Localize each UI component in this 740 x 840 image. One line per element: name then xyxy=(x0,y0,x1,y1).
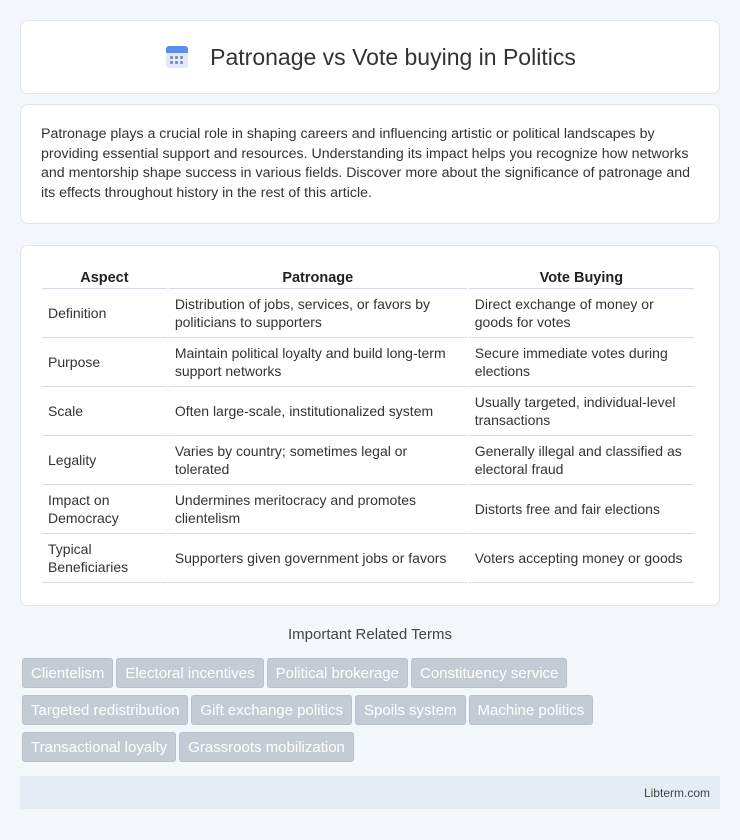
related-term-tag[interactable]: Grassroots mobilization xyxy=(179,732,354,762)
table-row xyxy=(42,436,694,485)
table-cell-vote-buying: Distorts free and fair elections xyxy=(469,485,694,534)
table-cell-aspect: Definition xyxy=(42,289,167,338)
table-cell-patronage: Maintain political loyalty and build long-term support networks xyxy=(169,338,467,387)
related-term-tag[interactable]: Constituency service xyxy=(411,658,567,688)
related-term-tag[interactable]: Electoral incentives xyxy=(116,658,263,688)
table-cell-vote-buying: Usually targeted, individual-level transactions xyxy=(469,387,694,436)
table-header-row xyxy=(42,264,694,289)
related-term-tag[interactable]: Machine politics xyxy=(469,695,594,725)
table-cell-patronage: Varies by country; sometimes legal or tolerated xyxy=(169,436,467,485)
related-term-tag[interactable]: Political brokerage xyxy=(267,658,408,688)
header-patronage: Patronage xyxy=(169,264,467,289)
page-title: Patronage vs Vote buying in Politics xyxy=(210,43,576,70)
table-cell-aspect: Impact on Democracy xyxy=(42,485,167,534)
table-cell-vote-buying: Secure immediate votes during elections xyxy=(469,338,694,387)
table-cell-patronage: Often large-scale, institutionalized system xyxy=(169,387,467,436)
related-term-tag[interactable]: Transactional loyalty xyxy=(22,732,176,762)
related-term-tag[interactable]: Targeted redistribution xyxy=(22,695,188,725)
table-row xyxy=(42,338,694,387)
related-term-tag[interactable]: Clientelism xyxy=(22,658,113,688)
table-row xyxy=(42,534,694,583)
related-term-tag[interactable]: Gift exchange politics xyxy=(191,695,352,725)
table-row xyxy=(42,289,694,338)
table-cell-vote-buying: Direct exchange of money or goods for votes xyxy=(469,289,694,338)
comparison-table-card xyxy=(20,245,720,606)
table-row xyxy=(42,387,694,436)
header-vote-buying: Vote Buying xyxy=(469,264,694,289)
comparison-table xyxy=(40,264,696,583)
table-cell-patronage: Distribution of jobs, services, or favors by politicians to supporters xyxy=(169,289,467,338)
header-card xyxy=(20,20,720,94)
table-cell-aspect: Typical Beneficiaries xyxy=(42,534,167,583)
intro-card xyxy=(20,104,720,224)
related-term-tag[interactable]: Spoils system xyxy=(355,695,466,725)
header-aspect: Aspect xyxy=(42,264,167,289)
table-cell-aspect: Legality xyxy=(42,436,167,485)
table-cell-vote-buying: Voters accepting money or goods xyxy=(469,534,694,583)
footer-site-link[interactable]: Libterm.com xyxy=(643,786,710,800)
table-cell-patronage: Supporters given government jobs or favors xyxy=(169,534,467,583)
related-terms-title: Important Related Terms xyxy=(288,626,452,643)
table-row xyxy=(42,485,694,534)
intro-text: Patronage plays a crucial role in shaping careers and influencing artistic or political landscapes by providing essential support and resources. Understanding its impact helps you recognize how networks and mentorship shape success in various fields. Discover more about the significance of patronage and its effects throughout history in the rest of this article. xyxy=(41,126,691,201)
table-cell-vote-buying: Generally illegal and classified as electoral fraud xyxy=(469,436,694,485)
related-terms-list xyxy=(22,658,722,769)
table-cell-aspect: Purpose xyxy=(42,338,167,387)
table-cell-aspect: Scale xyxy=(42,387,167,436)
table-cell-patronage: Undermines meritocracy and promotes clientelism xyxy=(169,485,467,534)
calendar-icon xyxy=(164,44,190,70)
footer xyxy=(20,776,720,809)
